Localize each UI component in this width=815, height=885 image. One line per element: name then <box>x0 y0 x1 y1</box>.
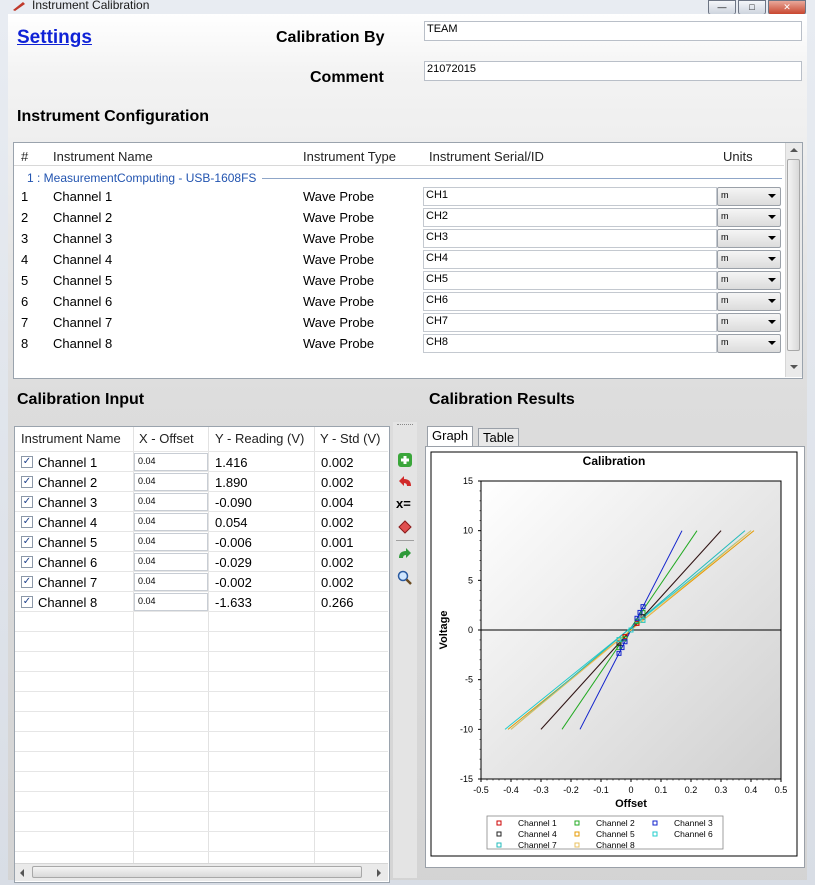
y-tick-label: -10 <box>459 724 473 735</box>
config-row[interactable] <box>14 250 784 271</box>
x-offset-input[interactable]: 0.04 <box>134 573 208 591</box>
undo-icon[interactable] <box>397 474 413 490</box>
config-row[interactable] <box>14 292 784 313</box>
legend-label: Channel 3 <box>674 818 713 828</box>
x-offset-input[interactable]: 0.04 <box>134 513 208 531</box>
y-reading-value: -0.029 <box>215 555 252 570</box>
x-tick-label: 0 <box>628 785 634 795</box>
y-tick-label: -15 <box>459 774 473 784</box>
instrument-type: Wave Probe <box>303 294 375 309</box>
channel-checkbox[interactable]: ✓ <box>22 556 32 567</box>
x-tick-label: 0.1 <box>654 785 668 795</box>
instrument-serial-input[interactable]: CH7 <box>423 313 717 332</box>
column-header-instrument-name[interactable]: Instrument Name <box>21 431 121 446</box>
y-std-value: 0.002 <box>321 575 354 590</box>
x-offset-input[interactable]: 0.04 <box>134 593 208 611</box>
legend-label: Channel 4 <box>518 829 557 839</box>
column-header-instrument-name[interactable]: Instrument Name <box>53 149 153 164</box>
calibration-input-row[interactable] <box>15 512 388 532</box>
channel-name: Channel 8 <box>38 595 98 610</box>
x-tick-label: -0.1 <box>593 785 609 795</box>
y-reading-value: -0.006 <box>215 535 252 550</box>
chevron-down-icon <box>768 257 776 261</box>
instrument-type: Wave Probe <box>303 189 375 204</box>
legend-label: Channel 6 <box>674 829 713 839</box>
settings-link[interactable]: Settings <box>17 27 92 48</box>
toolbar-separator <box>396 540 414 541</box>
calibration-input-heading: Calibration Input <box>17 391 145 408</box>
channel-checkbox[interactable]: ✓ <box>22 596 32 607</box>
instrument-serial-input[interactable]: CH1 <box>423 187 717 206</box>
scroll-left-arrow-icon[interactable] <box>20 869 24 877</box>
column-header-y-std[interactable]: Y - Std (V) <box>320 431 381 446</box>
x-tick-label: 0.3 <box>714 785 728 795</box>
close-button[interactable]: ✕ <box>768 0 806 15</box>
x-offset-input[interactable]: 0.04 <box>134 493 208 511</box>
channel-checkbox[interactable]: ✓ <box>22 576 32 587</box>
group-row[interactable] <box>27 170 782 186</box>
channel-name: Channel 2 <box>38 475 98 490</box>
calibration-input-row[interactable] <box>15 592 388 612</box>
channel-name: Channel 4 <box>38 515 98 530</box>
config-row[interactable] <box>14 208 784 229</box>
row-divider <box>15 771 388 772</box>
tab-graph[interactable]: Graph <box>427 426 473 447</box>
x-axis-label: Offset <box>615 798 647 810</box>
config-row[interactable] <box>14 313 784 334</box>
chart-title: Calibration <box>582 454 646 468</box>
row-divider <box>15 671 388 672</box>
y-std-value: 0.004 <box>321 495 354 510</box>
calibration-by-input[interactable]: TEAM <box>424 21 802 41</box>
input-scroll-thumb[interactable] <box>32 866 362 878</box>
calibration-input-row[interactable] <box>15 452 388 472</box>
y-tick-label: 15 <box>462 476 473 486</box>
channel-name: Channel 5 <box>38 535 98 550</box>
units-value: m <box>721 253 729 263</box>
y-std-value: 0.001 <box>321 535 354 550</box>
row-divider <box>15 791 388 792</box>
units-value: m <box>721 295 729 305</box>
config-row[interactable] <box>14 229 784 250</box>
row-divider <box>15 691 388 692</box>
scroll-down-arrow-icon[interactable] <box>790 365 798 369</box>
y-reading-value: 0.054 <box>215 515 248 530</box>
calibration-input-row[interactable] <box>15 492 388 512</box>
y-tick-label: 0 <box>467 625 473 635</box>
instrument-type: Wave Probe <box>303 315 375 330</box>
calibration-input-row[interactable] <box>15 472 388 492</box>
units-value: m <box>721 232 729 242</box>
chevron-down-icon <box>768 341 776 345</box>
x-tick-label: 0.5 <box>774 785 788 795</box>
toolbar-grip <box>397 424 413 427</box>
calibration-input-row[interactable] <box>15 552 388 572</box>
instrument-name: Channel 7 <box>53 315 113 330</box>
x-tick-label: -0.2 <box>563 785 579 795</box>
chevron-down-icon <box>768 194 776 198</box>
results-panel <box>425 446 805 868</box>
row-number: 3 <box>21 231 29 246</box>
instrument-name: Channel 3 <box>53 231 113 246</box>
input-horizontal-scrollbar[interactable] <box>15 863 388 881</box>
channel-name: Channel 7 <box>38 575 98 590</box>
chevron-down-icon <box>768 215 776 219</box>
chevron-down-icon <box>768 299 776 303</box>
add-icon[interactable] <box>397 452 413 468</box>
units-value: m <box>721 190 729 200</box>
units-select[interactable] <box>717 208 781 227</box>
row-divider <box>15 811 388 812</box>
y-std-value: 0.002 <box>321 555 354 570</box>
instrument-configuration-heading: Instrument Configuration <box>17 108 209 125</box>
channel-checkbox[interactable]: ✓ <box>22 516 32 527</box>
config-row[interactable] <box>14 334 784 355</box>
x-offset-input[interactable]: 0.04 <box>134 553 208 571</box>
chevron-down-icon <box>768 236 776 240</box>
instrument-serial-input[interactable]: CH4 <box>423 250 717 269</box>
config-row[interactable] <box>14 187 784 208</box>
column-header-number[interactable]: # <box>21 149 29 164</box>
row-divider <box>15 651 388 652</box>
row-number: 8 <box>21 336 29 351</box>
column-header-instrument-type[interactable]: Instrument Type <box>303 149 396 164</box>
row-number: 6 <box>21 294 29 309</box>
x-tick-label: -0.3 <box>533 785 549 795</box>
y-axis-label: Voltage <box>438 610 450 650</box>
instrument-name: Channel 1 <box>53 189 113 204</box>
config-scroll-thumb[interactable] <box>787 159 800 351</box>
instrument-serial-input[interactable]: CH2 <box>423 208 717 227</box>
units-select[interactable] <box>717 292 781 311</box>
x-tick-label: 0.4 <box>744 785 758 795</box>
redo-icon[interactable] <box>397 546 413 562</box>
window-title: Instrument Calibration <box>32 0 150 12</box>
tab-table[interactable]: Table <box>478 428 519 447</box>
units-select[interactable] <box>717 229 781 248</box>
maximize-button[interactable]: □ <box>738 0 766 15</box>
title-bar <box>0 0 815 14</box>
instrument-name: Channel 2 <box>53 210 113 225</box>
row-divider <box>15 731 388 732</box>
y-tick-label: -5 <box>464 674 473 685</box>
instrument-configuration-grid <box>13 142 803 379</box>
channel-checkbox[interactable]: ✓ <box>22 456 32 467</box>
y-std-value: 0.002 <box>321 455 354 470</box>
x-tick-label: 0.2 <box>684 785 698 795</box>
instrument-type: Wave Probe <box>303 210 375 225</box>
y-reading-value: 1.890 <box>215 475 248 490</box>
zoom-icon[interactable] <box>397 570 413 586</box>
calibration-input-grid <box>14 426 390 883</box>
channel-checkbox[interactable]: ✓ <box>22 536 32 547</box>
row-number: 4 <box>21 252 29 267</box>
header-divider <box>14 165 784 166</box>
row-divider <box>15 751 388 752</box>
column-header-y-reading[interactable]: Y - Reading (V) <box>215 431 305 446</box>
config-row[interactable] <box>14 271 784 292</box>
calibration-input-row[interactable] <box>15 572 388 592</box>
x-tick-label: -0.4 <box>503 785 519 795</box>
instrument-name: Channel 8 <box>53 336 113 351</box>
instrument-serial-input[interactable]: CH6 <box>423 292 717 311</box>
instrument-type: Wave Probe <box>303 231 375 246</box>
channel-name: Channel 3 <box>38 495 98 510</box>
units-select[interactable] <box>717 313 781 332</box>
legend-label: Channel 2 <box>596 818 635 828</box>
units-value: m <box>721 211 729 221</box>
chevron-down-icon <box>768 278 776 282</box>
column-header-instrument-serial[interactable]: Instrument Serial/ID <box>429 149 544 164</box>
row-number: 1 <box>21 189 29 204</box>
minimize-button[interactable]: — <box>708 0 736 15</box>
calibration-chart <box>429 450 799 860</box>
row-number: 5 <box>21 273 29 288</box>
comment-input[interactable]: 21072015 <box>424 61 802 81</box>
y-std-value: 0.002 <box>321 475 354 490</box>
instrument-serial-input[interactable]: CH3 <box>423 229 717 248</box>
units-value: m <box>721 316 729 326</box>
units-select[interactable] <box>717 187 781 206</box>
legend-label: Channel 8 <box>596 840 635 850</box>
units-select[interactable] <box>717 334 781 353</box>
chevron-down-icon <box>768 320 776 324</box>
channel-name: Channel 6 <box>38 555 98 570</box>
row-number: 7 <box>21 315 29 330</box>
instrument-type: Wave Probe <box>303 252 375 267</box>
x-tick-label: -0.5 <box>473 785 489 795</box>
instrument-name: Channel 5 <box>53 273 113 288</box>
legend-label: Channel 1 <box>518 818 557 828</box>
instrument-serial-input[interactable]: CH5 <box>423 271 717 290</box>
group-label: 1 : MeasurementComputing - USB-1608FS <box>27 171 262 185</box>
eraser-icon[interactable] <box>397 518 413 534</box>
y-std-value: 0.266 <box>321 595 354 610</box>
scroll-up-arrow-icon[interactable] <box>790 148 798 152</box>
x-offset-input[interactable]: 0.04 <box>134 533 208 551</box>
channel-name: Channel 1 <box>38 455 98 470</box>
instrument-type: Wave Probe <box>303 336 375 351</box>
y-std-value: 0.002 <box>321 515 354 530</box>
y-tick-label: 10 <box>462 525 473 536</box>
channel-checkbox[interactable]: ✓ <box>22 496 32 507</box>
x-offset-input[interactable]: 0.04 <box>134 453 208 471</box>
formula-icon[interactable]: x= <box>396 496 411 511</box>
row-divider <box>15 831 388 832</box>
row-number: 2 <box>21 210 29 225</box>
instrument-name: Channel 6 <box>53 294 113 309</box>
comment-label: Comment <box>310 69 384 86</box>
legend-label: Channel 5 <box>596 829 635 839</box>
y-reading-value: -0.090 <box>215 495 252 510</box>
instrument-name: Channel 4 <box>53 252 113 267</box>
instrument-type: Wave Probe <box>303 273 375 288</box>
calibration-app-icon <box>12 1 26 11</box>
config-vertical-scrollbar[interactable] <box>785 143 802 377</box>
units-value: m <box>721 337 729 347</box>
column-header-x-offset[interactable]: X - Offset <box>139 431 194 446</box>
scroll-right-arrow-icon[interactable] <box>377 869 381 877</box>
calibration-toolbar <box>393 422 417 878</box>
client-area <box>8 14 807 880</box>
column-header-units[interactable]: Units <box>723 149 753 164</box>
instrument-serial-input[interactable]: CH8 <box>423 334 717 353</box>
units-select[interactable] <box>717 271 781 290</box>
units-value: m <box>721 274 729 284</box>
row-divider <box>15 631 388 632</box>
x-offset-input[interactable]: 0.04 <box>134 473 208 491</box>
units-select[interactable] <box>717 250 781 269</box>
calibration-input-row[interactable] <box>15 532 388 552</box>
row-divider <box>15 711 388 712</box>
legend-label: Channel 7 <box>518 840 557 850</box>
y-tick-label: 5 <box>467 575 473 586</box>
calibration-results-heading: Calibration Results <box>429 391 575 408</box>
row-divider <box>15 851 388 852</box>
y-reading-value: -0.002 <box>215 575 252 590</box>
calibration-by-label: Calibration By <box>276 29 385 46</box>
y-reading-value: -1.633 <box>215 595 252 610</box>
channel-checkbox[interactable]: ✓ <box>22 476 32 487</box>
y-reading-value: 1.416 <box>215 455 248 470</box>
